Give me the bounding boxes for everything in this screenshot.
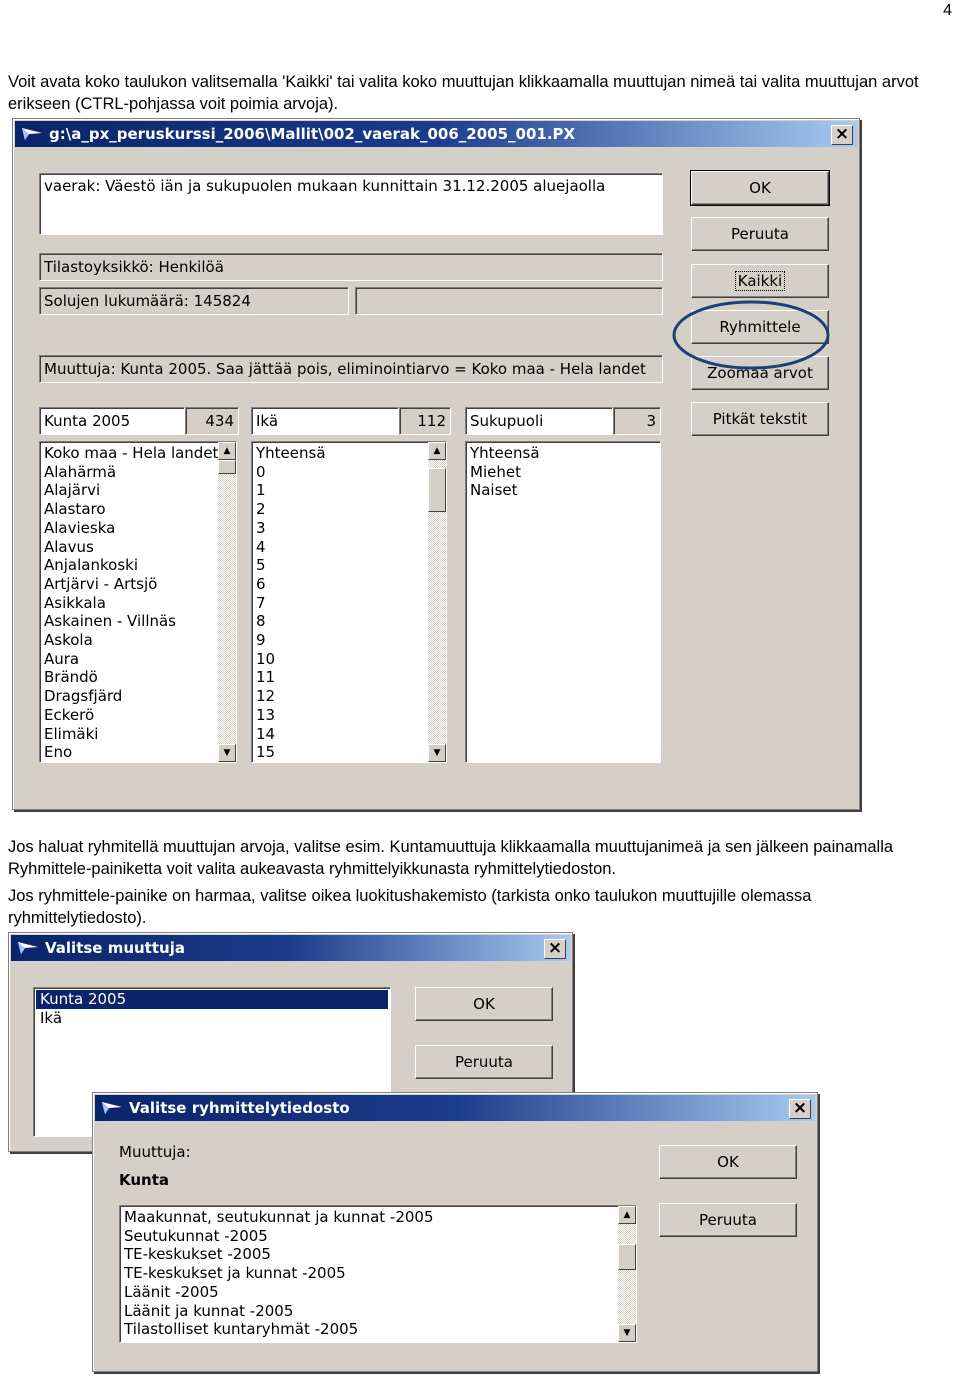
list-items — [252, 442, 446, 762]
scrollbar[interactable] — [618, 1206, 636, 1342]
list-item[interactable]: 6 — [256, 574, 266, 593]
list-item[interactable]: Elimäki — [44, 724, 99, 743]
list-item[interactable]: 15 — [256, 743, 276, 762]
list-item[interactable]: Aura — [44, 649, 80, 668]
scroll-down-icon[interactable]: ▼ — [218, 744, 236, 762]
scrollbar[interactable] — [428, 442, 446, 762]
list-items — [466, 442, 660, 500]
cancel-button[interactable]: Peruuta — [659, 1203, 797, 1237]
list-item[interactable]: 10 — [256, 649, 276, 668]
list-item[interactable]: Tilastolliset kuntaryhmät -2005 — [124, 1320, 359, 1339]
unit-text: Tilastoyksikkö: Henkilöä — [44, 258, 224, 276]
list-item[interactable]: Yhteensä — [470, 444, 540, 462]
variable-count-kunta: 434 — [185, 407, 239, 435]
list-item[interactable]: Koko maa - Hela landet — [44, 444, 219, 462]
dialog-title: g:\a_px_peruskurssi_2006\Mallit\002_vaerak_006_2005_001.PX — [49, 125, 576, 143]
scroll-up-icon[interactable]: ▲ — [618, 1206, 636, 1224]
list-items — [40, 442, 236, 762]
px-logo-icon — [17, 940, 39, 955]
list-item[interactable]: 9 — [256, 631, 266, 650]
list-item[interactable]: Asikkala — [44, 593, 106, 612]
scroll-thumb[interactable] — [618, 1244, 636, 1270]
list-items — [120, 1206, 636, 1339]
all-button[interactable]: Kaikki — [691, 264, 829, 298]
list-item[interactable]: Yhteensä — [256, 444, 326, 462]
list-item[interactable]: 14 — [256, 724, 276, 743]
variable-value: Kunta — [119, 1171, 170, 1189]
variable-info-text: Muuttuja: Kunta 2005. Saa jättää pois, eliminointiarvo = Koko maa - Hela landet — [44, 360, 646, 378]
list-item[interactable]: Alahärmä — [44, 462, 117, 481]
value-list-kunta[interactable] — [39, 441, 237, 763]
cells-count-field — [39, 287, 349, 315]
variable-count-sukupuoli: 3 — [613, 407, 661, 435]
list-item[interactable]: 13 — [256, 705, 276, 724]
scrollbar[interactable] — [218, 442, 236, 762]
list-item[interactable]: Läänit -2005 — [124, 1282, 219, 1301]
variable-info-field — [39, 355, 663, 383]
close-icon[interactable]: × — [831, 125, 853, 145]
highlight-circle — [669, 297, 833, 373]
list-item[interactable]: Miehet — [470, 462, 521, 481]
variable-name-sukupuoli[interactable]: Sukupuoli — [465, 407, 613, 435]
list-item[interactable]: Kunta 2005 — [36, 990, 388, 1009]
dialog-title: Valitse ryhmittelytiedosto — [129, 1099, 350, 1117]
list-item[interactable]: 2 — [256, 500, 266, 519]
scroll-down-icon[interactable]: ▼ — [428, 744, 446, 762]
px-logo-icon — [21, 126, 43, 141]
px-logo-icon — [101, 1100, 123, 1115]
variable-name-ika[interactable]: Ikä — [251, 407, 399, 435]
dialog-titlebar — [95, 1095, 815, 1121]
cancel-button[interactable]: Peruuta — [415, 1045, 553, 1079]
instruction-paragraph-3: Jos ryhmittele-painike on harmaa, valitse oikea luokitushakemisto (tarkista onko taulukon muuttujille olemassa ryhmittelytiedosto). — [8, 887, 812, 927]
list-item[interactable]: Artjärvi - Artsjö — [44, 574, 158, 593]
list-item[interactable]: 1 — [256, 481, 266, 500]
scroll-down-icon[interactable]: ▼ — [618, 1324, 636, 1342]
dialog-title: Valitse muuttuja — [45, 939, 185, 957]
table-dialog — [12, 118, 860, 810]
close-icon[interactable]: × — [544, 939, 566, 959]
list-item[interactable]: Dragsfjärd — [44, 687, 123, 706]
list-item[interactable]: Naiset — [470, 481, 518, 500]
instruction-paragraph-1: Voit avata koko taulukon valitsemalla 'Kaikki' tai valita koko muuttujan klikkaamalla muuttujan nimeä tai valita muuttujan arvot erikseen (CTRL-pohjassa voit poimia arvoja). — [8, 73, 919, 113]
cells-text: Solujen lukumäärä: 145824 — [44, 292, 251, 310]
list-item[interactable]: Askainen - Villnäs — [44, 612, 176, 631]
scroll-thumb[interactable] — [218, 460, 236, 474]
scroll-up-icon[interactable]: ▲ — [428, 442, 446, 460]
ok-button[interactable]: OK — [415, 987, 553, 1021]
description-text: vaerak: Väestö iän ja sukupuolen mukaan kunnittain 31.12.2005 aluejaolla — [44, 177, 606, 195]
page-number: 4 — [943, 2, 952, 19]
instruction-paragraph-2: Jos haluat ryhmitellä muuttujan arvoja, valitse esim. Kuntamuuttuja klikkaamalla muuttujanimeä ja sen jälkeen painamalla Ryhmittele-painiketta voit valita aukeavasta ryhmittelyikkunasta ryhmittelytiedoston. — [8, 838, 894, 878]
list-item[interactable]: 12 — [256, 687, 276, 706]
list-item[interactable]: TE-keskukset -2005 — [124, 1245, 271, 1264]
dialog-titlebar — [15, 121, 857, 147]
unit-field — [39, 253, 663, 281]
cancel-button[interactable]: Peruuta — [691, 217, 829, 251]
value-list-sukupuoli[interactable] — [465, 441, 661, 763]
zoom-values-button[interactable]: Zoomaa arvot — [691, 356, 829, 390]
list-item[interactable]: 0 — [256, 462, 266, 481]
list-item[interactable]: 5 — [256, 556, 266, 575]
description-field — [39, 173, 663, 235]
list-item[interactable]: Alavus — [44, 537, 94, 556]
list-item[interactable]: Askola — [44, 631, 93, 650]
variable-count-ika: 112 — [399, 407, 451, 435]
grouping-file-list[interactable] — [119, 1205, 637, 1343]
list-item[interactable]: 7 — [256, 593, 266, 612]
ok-button[interactable]: OK — [659, 1145, 797, 1179]
long-texts-button[interactable]: Pitkät tekstit — [691, 402, 829, 436]
scroll-up-icon[interactable]: ▲ — [218, 442, 236, 460]
list-item[interactable]: Alavieska — [44, 518, 116, 537]
variable-label: Muuttuja: — [119, 1143, 191, 1161]
list-item[interactable]: Alajärvi — [44, 481, 101, 500]
close-icon[interactable]: × — [789, 1099, 811, 1119]
list-item[interactable]: 3 — [256, 518, 266, 537]
dialog-titlebar — [11, 935, 570, 961]
list-item[interactable]: Eno — [44, 743, 73, 762]
list-item[interactable]: 8 — [256, 612, 266, 631]
list-item[interactable]: Brändö — [44, 668, 98, 687]
list-item[interactable]: Alastaro — [44, 500, 106, 519]
list-item[interactable]: 4 — [256, 537, 266, 556]
variable-name-kunta[interactable]: Kunta 2005 — [39, 407, 185, 435]
empty-field — [355, 287, 663, 315]
list-item[interactable]: Eckerö — [44, 705, 95, 724]
list-item[interactable]: Läänit ja kunnat -2005 — [124, 1301, 294, 1320]
scroll-thumb[interactable] — [428, 468, 446, 512]
ok-button[interactable]: OK — [691, 171, 829, 205]
group-button[interactable]: Ryhmittele — [691, 310, 829, 344]
select-grouping-file-dialog — [92, 1092, 818, 1372]
list-item[interactable]: 11 — [256, 668, 276, 687]
list-item[interactable]: Maakunnat, seutukunnat ja kunnat -2005 — [124, 1208, 434, 1226]
list-item[interactable]: Anjalankoski — [44, 556, 138, 575]
list-item[interactable]: Seutukunnat -2005 — [124, 1226, 268, 1245]
value-list-ika[interactable] — [251, 441, 447, 763]
list-item[interactable]: Ikä — [40, 1008, 63, 1027]
list-item[interactable]: TE-keskukset ja kunnat -2005 — [124, 1264, 346, 1283]
